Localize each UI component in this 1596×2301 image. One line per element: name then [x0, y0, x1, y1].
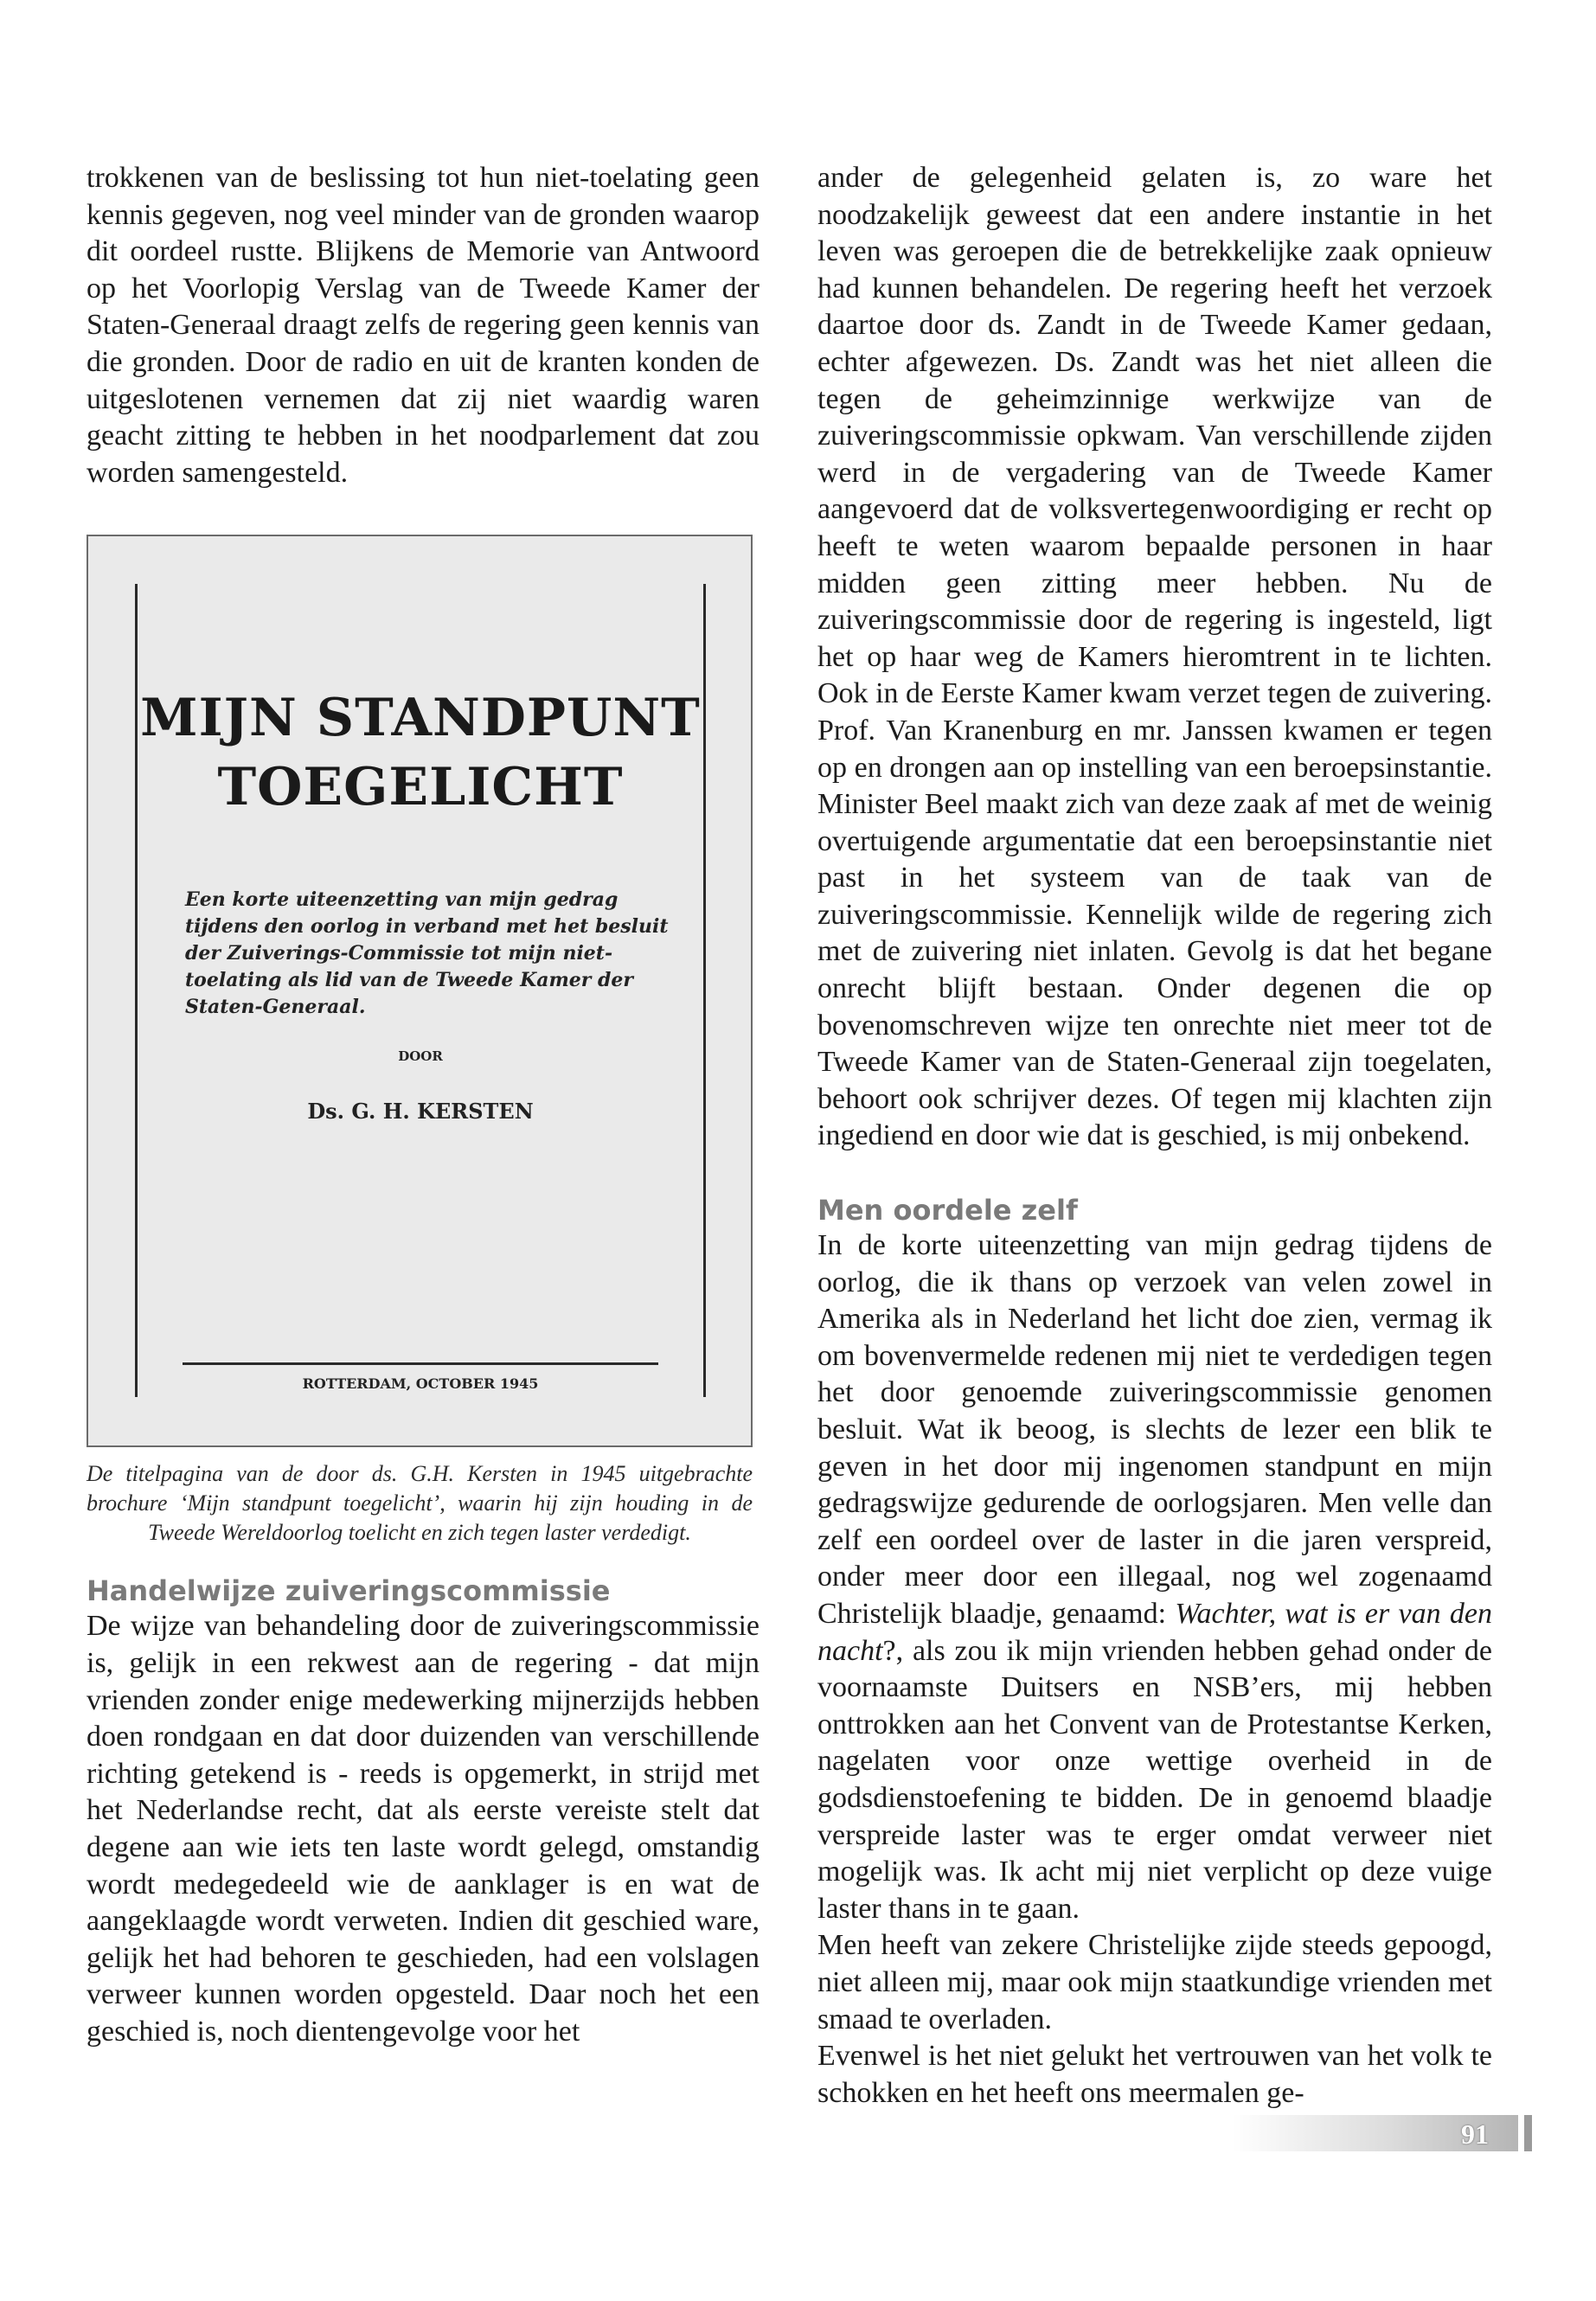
intro-paragraph: trokkenen van de beslissing tot hun niet-toelating geen kennis gegeven, nog veel minder van de gronden waarop dit oordeel rustte. Blijkens de Memorie van Antwoord op het Voorlopig Verslag van de Tweede Kamer der Staten-Generaal draagt zelfs de regering geen kennis van die gronden. Door de radio en uit de kranten konden de uitgeslotenen vernemen dat zij niet waardig waren geacht zitting te hebben in het noodparlement dat zou worden samengesteld. [87, 162, 760, 489]
section-paragraph-handelwijze: De wijze van behandeling door de zuiveringscommissie is, gelijk in een rekwest aan de regering - dat mijn vrienden zonder enige medewerking mijnerzijds hebben doen rondgaan en dat door duizenden van verschillende richting getekend is - reeds is opgemerkt, in strijd met het Nederlandse recht, dat als eerste vereiste stelt dat degene aan wie iets ten laste wordt gelegd, omstandig wordt medegedeeld wie de aanklager is en wat de aangeklaagde wordt verweten. Indien dit geschied ware, gelijk het had behoren te geschieden, had een volslagen verweer kunnen worden opgesteld. Daar noch het een geschied is, noch dientengevolge voor het [87, 1610, 760, 2048]
section-heading-men-oordele-zelf: Men oordele zelf [817, 1194, 1078, 1227]
cover-rule [183, 1362, 658, 1365]
cover-subtitle: Een korte uiteenzetting van mijn gedrag tijdens den oorlog in verband met het besluit der Zuiverings-Commissie tot mijn niet-toelating als lid van de Tweede Kamer der Staten-Generaal. [185, 888, 669, 1019]
right-column [817, 160, 1492, 2112]
right-paragraph-1: ander de gelegenheid gelaten is, zo ware het noodzakelijk geweest dat een andere instantie in het leven was geroepen die de betrekkelijke zaak opnieuw had kunnen behandelen. De regering heeft het verzoek daartoe door ds. Zandt in de Tweede Kamer gedaan, echter afgewezen. Ds. Zandt was het niet alleen die tegen de geheimzinnige werkwijze van de zuiveringscommissie opkwam. Van verschillende zijden werd in de vergadering van de Tweede Kamer aangevoerd dat de volksvertegenwoordiging er recht op heeft te weten waarom bepaalde personen in haar midden geen zitting meer hebben. Nu de zuiveringscommissie door de regering is ingesteld, ligt het op haar weg de Kamers hieromtrent in te lichten. Ook in de Eerste Kamer kwam verzet tegen de zuivering. Prof. Van Kranenburg en mr. Janssen kwamen er tegen op en drongen aan op instelling van een beroepsinstantie. Minister Beel maakt zich van deze zaak af met de weinig overtuigende argumentatie dat een beroepsinstantie niet past in het systeem van de taak van de zuiveringscommissie. Kennelijk wilde de regering zich met de zuivering niet inlaten. Gevolg is dat het begane onrecht blijft bestaan. Onder degenen die op bovenomschreven wijze ten onrechte niet meer tot de Tweede Kamer van de Staten-Generaal zijn toegelaten, behoort ook schrijver dezes. Of tegen mij klachten zijn ingediend en door wie dat is geschied, is mij onbekend. [817, 162, 1492, 1152]
figure-caption: De titelpagina van de door ds. G.H. Kersten in 1945 uitgebrachte brochure ‘Mijn standpunt toegelicht’, waarin hij zijn houding in de Tweede Wereldoorlog toelicht en zich tegen laster verdedigt. [87, 1461, 753, 1546]
figure-title-page [87, 535, 753, 1447]
paragraph2-text-start: In de korte uiteenzetting van mijn gedrag tijdens de oorlog, die ik thans op verzoek van velen zowel in Amerika als in Nederland het licht doe zien, vermag ik om bovenvermelde redenen mij niet te verdedigen tegen het door genoemde zuiveringscommissie genomen besluit. Wat ik beoog, is slechts de lezer een blik te geven in het door mij ingenomen standpunt en mijn gedragswijze gedurende de oorlogsjaren. Men velle dan zelf een oordeel over de laster in die jaren verspreid, onder meer door een illegaal, nog wel zogenaamd Christelijk blaadje, genaamd: [817, 1229, 1492, 1630]
paragraph2-text-end: ?, als zou ik mijn vrienden hebben gehad onder de voornaamste Duitsers en NSB’ers, mij hebben onttrokken aan het Convent van de Protestantse Kerken, nagelaten voor onze wettige overheid in de godsdienstoefening te bidden. De in genoemd blaadje verspreide laster was te erger omdat verweer niet mogelijk was. Ik acht mij niet verplicht op deze vuige laster thans in te gaan. [817, 1634, 1492, 1925]
cover-door: DOOR [398, 1048, 443, 1065]
brochure-cover [135, 584, 706, 1397]
right-paragraph-4: Evenwel is het niet gelukt het vertrouwen van het volk te schokken en het heeft ons meermalen ge- [817, 2040, 1492, 2109]
cover-place-date: ROTTERDAM, OCTOBER 1945 [302, 1375, 539, 1393]
paragraph2-italic-title: Wachter, wat is er van den nacht [817, 1597, 1492, 1667]
right-paragraph-3: Men heeft van zekere Christelijke zijde steeds gepoogd, niet alleen mij, maar ook mijn staatkundige vrienden met smaad te overladen. [817, 1929, 1492, 2035]
cover-title-line2: TOEGELICHT [217, 757, 624, 818]
left-column [87, 160, 760, 2050]
section-heading-handelwijze: Handelwijze zuiveringscommissie [87, 1574, 611, 1608]
page-number: 91 [1461, 2118, 1489, 2150]
cover-author: Ds. G. H. KERSTEN [307, 1099, 534, 1125]
cover-title-line1: MIJN STANDPUNT [140, 688, 701, 749]
right-paragraph-2 [817, 1227, 1492, 1927]
page-number-tick [1524, 2115, 1532, 2151]
